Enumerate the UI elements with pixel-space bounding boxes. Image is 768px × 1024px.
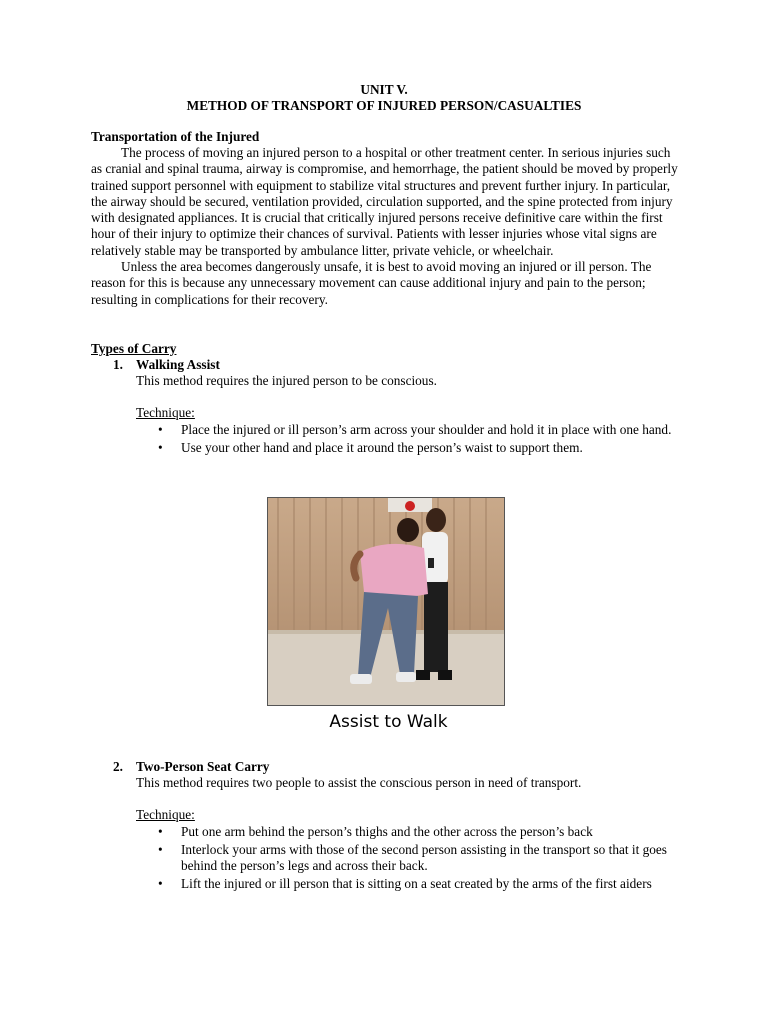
carry-1-number: 1. <box>113 357 123 372</box>
carry-1-technique-label: Technique: <box>136 405 195 420</box>
carry-2-description: This method requires two people to assist the conscious person in need of transport. <box>136 775 582 790</box>
carry-1-title: Walking Assist <box>136 357 220 372</box>
carry-2-number: 2. <box>113 759 123 774</box>
section-heading: Transportation of the Injured <box>91 129 260 144</box>
paragraph-1: The process of moving an injured person to a hospital or other treatment center. In serious injuries such as cranial and spinal trauma, airway is compromise, and hemorrhage, the patient should be moved by properly trained support personnel with equipment to stabilize vital structures and prevent further injury. In particular, the airway should be secured, ventilation provided, circulation supported, and the spine protected from injury with designated appliances. It is crucial that critically injured persons receive definitive care within the first hour of their injury to optimize their chances of survival. Patients with lesser injuries whose vital signs are relatively stable may be transported by ambulance litter, private vehicle, or wheelchair. <box>91 145 678 258</box>
unit-number: UNIT V. <box>360 82 408 97</box>
intro-text <box>91 145 681 308</box>
walking-assist-illustration <box>268 498 504 705</box>
types-of-carry-heading: Types of Carry <box>91 341 177 356</box>
walking-assist-photo <box>267 497 505 706</box>
carry-2-steps <box>136 824 681 894</box>
carry-2-title: Two-Person Seat Carry <box>136 759 270 774</box>
carry-2-step: • Put one arm behind the person’s thighs and the other across the person’s back <box>136 824 681 840</box>
unit-title: METHOD OF TRANSPORT OF INJURED PERSON/CASUALTIES <box>186 98 582 113</box>
carry-2-heading <box>113 759 269 775</box>
carry-1-step: • Place the injured or ill person’s arm across your shoulder and hold it in place with one hand. <box>136 422 681 438</box>
carry-1-steps <box>136 422 681 458</box>
carry-2-step: • Lift the injured or ill person that is sitting on a seat created by the arms of the first aiders <box>136 876 681 892</box>
carry-1-heading <box>113 357 220 373</box>
carry-1-description: This method requires the injured person to be conscious. <box>136 373 437 388</box>
paragraph-2: Unless the area becomes dangerously unsafe, it is best to avoid moving an injured or ill person. The reason for this is because any unnecessary movement can cause additional injury and pain to the person; resulting in complications for their recovery. <box>91 259 652 307</box>
carry-2-technique-label: Technique: <box>136 807 195 822</box>
photo-caption: Assist to Walk <box>329 712 448 732</box>
carry-1-step: • Use your other hand and place it around the person’s waist to support them. <box>136 440 681 456</box>
carry-2-step: • Interlock your arms with those of the second person assisting in the transport so that it goes behind the person’s legs and across their back. <box>136 842 681 874</box>
